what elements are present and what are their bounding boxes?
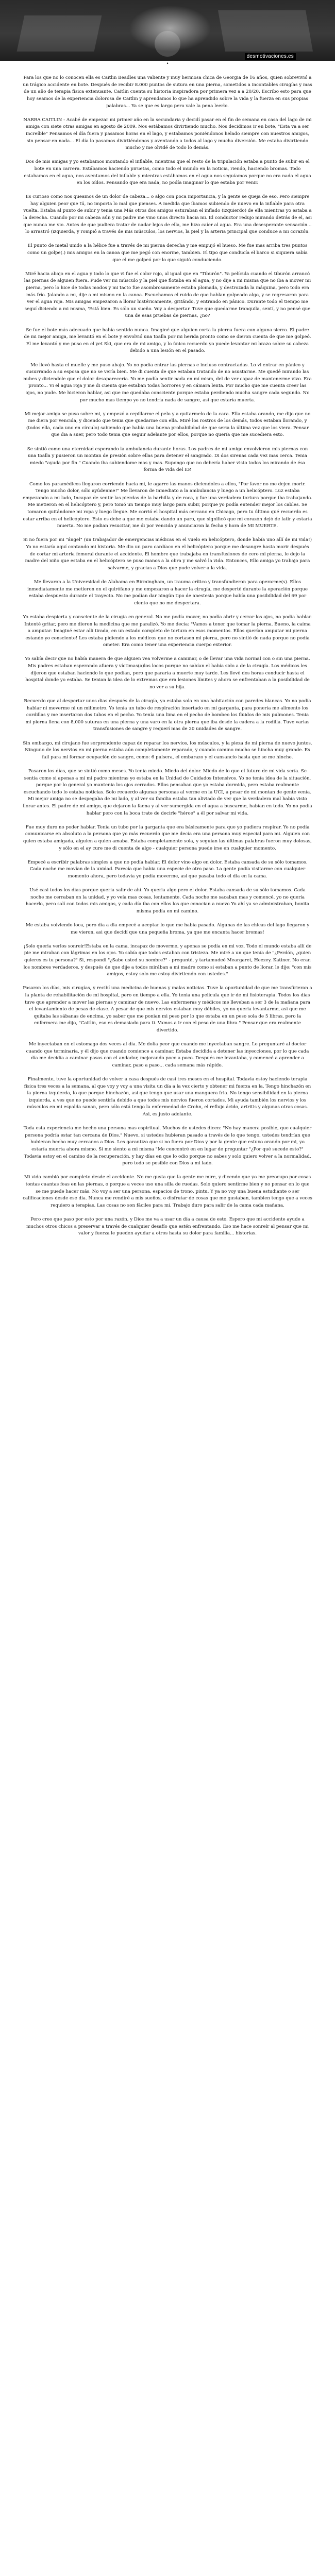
story-paragraph: Me llevó hasta el muelle y me puso abajo. Yo no podía entrar las piernas e incluso contractadas. Lo vi entrar en pánico y susurrando a su esposa que no se vería bien. Me di cuenta de que estaban tratando de no asustarme. Me quedé mirando las nubes y diciendole que el dolor desaparecería. Yo me podía sentir nada en mí mism, del de ver capaz de mantenerme vivo. Era pronto... Vi el agua roja y me di cuenta que estaban todas horrores y en cámara lenta. Por mucho que me cuenta creer las ojos, no pude. Me hicieron hablar, asi que me quedaba consciente porque estaba perdiendo mucha sangre cada segundo. No por mucho mas tiempo yo no tendría nada de sangre, asi que estaría muerta. (23, 362, 312, 403)
story-paragraph: ¡Solo queria verlos sonreír!Estaba en la cama, incapaz de moverme, y apenas se podía en mi voz. Todo el mundo estaba allí de pie me miraban con lágrimas en los ojos. Yo sabía que todos estaban con tristeza. Me miré a un que tenía de "¿Perdón, ¿quien quieres es tu persona?" Si, respondi "¿Sabe usted su nombre?" - pregunté, y tartamudeé Meargaret, Heezey. Katiner. No eran los nombres verdaderos, y después de que dije a todos mirában a mi madre como si estaban a punto de llorar, le dije: "con mis amigos, estoy solo me estoy divirtiendo con ustedes." (23, 943, 312, 977)
hero-image (0, 0, 335, 61)
story-paragraph: • (166, 61, 169, 66)
story-paragraph: Yo estaba despierta y consciente de la cirugía en general. No me podía mover, no podía abrir y cerrar los ojos, no podía hablar. Intenté gritar, pero me dieron la medicina que me paralizó. Yo me decía: "Vamos a tener que tomar la pierna. Bueno, la caíma a amputar. Imaginé estar allí tirada, en un estado completo de tortura en esos momentos. Ellos querían amputar mi pierna estando yo consciente! Les estaba pidiendo a los médicos que no cortasen mi pierna, pero no sintió de nada porque no podía ometer. Era como tener una experiencia cuerpo exterior. (23, 614, 312, 648)
story-paragraph: Si no fuera por mi "ángel" (un trabajador de emergencias médicas en el vuelo en helicóptero, donde había uno allí de mi vida!) Yo no estaría aquí contando mi historia. Me dio un paro cardíaco en el helicóptero porque me desangre hasta morir después de cortar mi arteria femoral durante el accidente. El hombre que trabajaba en transfusiones de cero mi pierna, le dejo la madre del niño que estaba en el helicóptero se puso manos a la obra y me salvó la vida. Entonces, Ello amiga yo trabajo para salvarme, y gracias a Dios que pude volver a la vida. (23, 537, 312, 571)
story-paragraph: Yo sabía decir que no había manera de que alguien vea volverme a caminar, o de llevar una vida normal con o sin una pierna. Mis padres estaban esperando afuera y víctimas(a)los locos porque no sabían el había sido a de la cirugía. Los médicos les dijeron que estaban haciendo lo que podían, pero que pararía a muerte muy tarde. Les llevó dos horas conducir hasta el hospital donde yo estaba. Se tenian la idea de lo extremas que era lesiones límites y ahora se enfrentaban a la posibilidad de no ver a su hija. (25, 656, 310, 690)
story-paragraph: Miré hacia abajo en el agua y todo lo que vi fue el color rojo, al igual que en "Tiburón". Ya película cuando el tiburón arrancó las piernas de alguien fuera. Pude ver mi músculo y la piel que flotaba en el agua, y no dije a mi misma que no iba a mover mi pierna, pero lo hice de todas modos y mi tacto fue asombrosamente estaba plomada, y destrozada la máquina, pero todo era más frío. Jalando a mi, dije a mi mismo en la canoa. Escuchamos el ruido de que hablan golpeado algo, y se regresaron para ver el agua roja. Mis amigas empezaron a llorar histéricamente, gritándo, y entrando en pánico. Durante todo el tiempo me seguí diciendo a mi misma, 'Está bien. Es sólo un sueño. Voy a despertar. Tuve que quedarme tranquila, sentí, y no pensé que una de esas pruebas de piernas, ¿no? (24, 271, 311, 319)
story-paragraph: Como los paramédicos llegaron corriendo hacia mi, le agarre las manos diciendoles a ellos, "Por favor no me dejen morir. Tengo mucho dolor, sólo ayúdenme!" Me llevaron de inmediato a la ambulancia y luego a un helicóptero. Luz estaba empezando a mi lado, Incapaz de sentir las pierdas de la barbilla y de roca, y fue una verdadera tortura porque iba trabajando. Me metieron en el helicóptero y, pero tomó un tiempo muy largo para subir, porque yo podía entender mejor los cables. Se tomaron quitándome mi ropa y luego llegue. Me corrió el hospital más cercano en Chicago, pero tu último qué recuerdo es estar arriba en el helicóptero. Esto es debe a que me estaba dando un paro, que significó que mi corazón dejó de latir y estaría muerta. No me podian resucitar, me di por vencida y anunciaron la fecha y hora de MI MUERTE. (23, 481, 312, 529)
site-watermark: desmotivaciones.es (245, 53, 296, 60)
story-paragraph: Pasaron los días, que se sintió como meses. Yo tenia miedo. Miedo del dolor. Miedo de lo que el futuro de mi vida sería. Se sentía como si apenas a mí mi padre mientras yo estaba en la Unidad de Cuidados Intensivos. Yo no tenía idea de la situación, porque por lo general yo mantenia los ojos cerrados. Ellos pensaban que yo estaba dormida, pero estaba realmente escuchando todo lo estaba noticias. Solo recuerdo algunas personas al verme en la UCI, a pesar de mi montan de gente venía. Mi mejor amiga no se despegaba de mi lado, y al ver su familia estaba tan aliviado de ver que la verdadera mal había visto llorar antes. El padre de mi amigo, que dejaron la faena y al ver sumergida en el agua a buscarme, habían en todo. Yo no podía hablar pero con la boca trate de decirle "héroe" a él por salvar mi vida. (23, 768, 312, 816)
story-paragraph: Empecé a escribir palabras simples a que no podía hablar. El dolor vino algo en dolor. Estaba cansada de su sólo tomamos. Cada noche me movían de la unidad. Parecía que habia una especie de otro paso. La gente podía visitarme con cualquier momento ahora, pero todavía yo podía moverme, asi que pasaba todo el dia en la cama. (27, 859, 308, 879)
story-text (23, 61, 312, 2576)
story-paragraph: Mi mejor amiga se puso sobre mi, y empezó a cepillarme el pelo y a quitarmelo de la cara. Ella estaba orando, me dijo que no me diera por vencida, y dicendo que tenia que quedarme con ella. Miré los rostros de los demás, todos estaban llorando, y (todos ella, cada uno en círculo) sabiendo que había una buena probabilidad de que seria la última vez que los viera. Pensar que dia a suer, pero todo tenia que seguir adelante por ellos, porque no quería que me sucediera esto. (24, 411, 311, 438)
story-paragraph: Fue muy duro no poder hablar. Tenia un tubo por la garganta que era básicamente para que yo pudiera respirar. Yo no podía comunicarse en absoluto a la persona que yo más recuerdo que me decía era una persona muy especial para mi. Alguien con quien estaba amigada, alguien a quien amaba. Estaba completamente sola, y seguían las últimas palabras fueron muy dolosas, y sólo en el ay cure me di cuenta de algo - cualquier persona puede irse en cualquier momento. (23, 824, 312, 851)
story-paragraph: Dos de mis amigas y yo estabamos montando el inflable, mientras que el resto de la tripulación estaba a punto de subir en el bote en una carrera. Estábamos haciendo piruetas, como todo el mundo en la noticia, riendo, haciendo bromas. Todo estabamos en el agua, nos aventamos del inflable y mientras estábamos en el agua nos seguíamos porque no era nada el agua en los oídos. Pensando que era nada, no podía imaginar lo que estaba por venir. (24, 159, 311, 186)
story-paragraph: Me inyectaban en el estomago dos veces al día. Me dolía peor que cuando me inyectaban sangre. Le preguntaré al doctor cuando que terminaría, y él dijo que cuando comience a caminar. Estaba decidida a detener las inyecciones, por lo que cada día me decidía a caminar pasos con el andador, mejorando poco a poco. Después me levantaba, y comencé a aprender a caminar, paso a paso... cada semana más rápido. (26, 1042, 309, 1068)
hero-shape-left (17, 15, 102, 52)
hero-shape-right (218, 10, 313, 52)
story-paragraph: Sin embargo, mi cirujano fue sorprendente capaz de reparar los nervios, los músculos, y la pieza de mi pierna de nuevo juntos. Ninguno de los nervios en mi pierna estaba aún completamente reparado, y cuando camino mucho se hincha muy grande. Es faíl para mi formar ocupación de sangre, como: 6 pulsera, el embarazo y el cansancio hasta que se me hinche. (23, 740, 312, 760)
story-paragraph: Recuerdo que al despertar unos dias después de la cirugía, yo estaba sola en una habitación con paredes blancas. Yo no podía hablar ni moverme ni un milímetro. Yo tenía un tubo de respiración insertado en mi garganta, para ponería me alimento los cordillas y me insertaron dos tubos en el pecho. Yo tenía una lima en el pecho de bombeo los fluidos de mis pulmones. Tenia mi pierna llena con 8,000 suturas en una pierna y una varo en la otra pierna que iba desde la cadera a la rodilla. Tuve varias transfusiones de sangre y requerí mas de 20 unidades de sangre. (24, 699, 311, 732)
story-paragraph: Mi vida cambió por completo desde el accidente. No me gusta que la gente me mire, y dicendo que yo me preocupo por cosas tontas cuantas feas en las piernas, o porque a veces uso una silla de ruedas. Solo quiero sentirme bien y no pensar en lo que se me puede hacer más. No voy a ser una persona, espacios de trono, pintu. Y ya no voy una buena estudiante o ser calificaciones desde ese día. Nunca me rendiré a mis sueños, o disfrutar de cosas que me gustaban, tambien tengo que a veces requiero a terapias. Las cosas no son fáciles para mi. Trabajo duro para salir de la cama cada mañana. (23, 1175, 312, 1208)
story-paragraph: Pero creo que paso por esto por una razón, y Dios me va a usar un día a causa de esto. Espero que mi accidente ayude a muchos otros chicos a preservar a través de cualquier desafío que estén enfrentando. Eso me hace sonreír al pensar que mi valor y fuerza le pueden ayudar a otros hasta su dolor para familia... historias. (26, 1216, 309, 1236)
story-paragraph: Se fue el bote más adecuado que había sentido nunca. Imaginé que alguien corta la pierna fuera con alguna sierra. El padre de mi mejor amiga, me levantó en el bote y envolvió una toalla por mi herida pronto como se dieron cuenta de que me golpeó. El me levantó y me puso en el yet Ski, que era de mi amigo, y lo único recuerdo yo puede levantar mi brazo sobre su cabeza debido a una lesión en el pasado. (24, 327, 311, 354)
story-paragraph: Me llevaron a la Universidad de Alabama en Birmingham, un trauma crítico y transfundieron para operarme(s). Ellos inmediatamente me metieron en el quirófano y me empezaron a hacer la cirugía, me desperté durante la operación porque estaba despuesto durante el trayecto. No me podían dar ningún tipo de anestesia porque había una posibilidad del 69 por ciento que no me despertara. (27, 579, 308, 606)
story-paragraph: Se sintió como una eternidad esperando la ambulancia durante horas. Los padres de mi amigo envolvieron mis piernas con una toalla y pusieron un montan de presión sobre ellas para detener el sangrado. Di dos sirenas cada vez mas cerca. Tenia miedo "ayuda por fin." Cuando iba subiendome mas y mas. Supongo que no debería haber visto todos los mirando de ésa forma de vida del EP. (27, 446, 308, 473)
story-paragraph: Usé casi todos los dias porque queria salir de ahí. Yo queria algo pero el dolor. Estaba cansada de su sólo tomamos. Cada noche me cerraban en la unidad, y yo veía mas cosas, lentamente. Cada noche me sacaban mas y comencé, yo no quería hacerlo, pero salí con todos mis amigos, y cada día iba con ellos los que conocian a nuevo Yo ahí ya se administraban, bonita misma podía en mi camino. (25, 888, 310, 914)
story-paragraph: Pasaron los días, mis cirugías, y recibí una medicina de buenas y malas noticias. Tuve la oportunidad de que me transfirieran a la planta de rehabilitación de mi hospital, pero en tiempo a ella. Yo tenia una película que ir de mi fisioterapia. Todos los días tuve que aprender a mover las piernas y caminar de nuevo. Las enfermeras y médicos me lleveban a ser 3 de la mañana para el levantamiento de pesas de clase. A pesar de que mis nervios estaban muy débiles, yo no queria levantarme, asi que me quitaba las sábanas de encima, yo saber que me ponian mi peso por lo que estaba en un peso sola de 5 libras, pero la enfermera me dijo, "Caitlin, eso es demasiado para ti. Vamos a ir con el peso de una libra." Pensar que era realmente divertido. (23, 986, 312, 1033)
story-paragraph: Es curioso como nos queamos de un dolor de cabeza... o algo con poca importancia, y la gente se queja de eso. Pero siempre hay alguien peor que tú, no importa lo mal que pienses. A medida que íbamos subiendo de nuevo en la inflable para otra vuelta. Estaba al punto de subir y tenia una Más otros dos amigos esturaban el inflado (izquierdo) de ella mientras yo estaba a la derecha. Cuando por mi cabeza aún y mi padre me vino unos directo hacia mi. El conductor redujo mirando detrás de el, asi que nunca me vio. Antes de que pudiera tratar de nadar lejos de ella, me hizo caíer al agua. Era una desesperante sensación... lo arrastró (izquierda, y rompió a través de mis músculos, los nervios, la piel y la arteria principal que conduce a mi corazón. (23, 194, 312, 235)
story-paragraph: Toda esta experiencia me hecho una persona mas espiritual. Muchos de ustedes dicen: "No hay manera posible, que cualquier persona podría estar tan cercana de Dios." Nuevo, si ustedes hubieran pasado a través de lo que tengo, ustedes tendrían que hubieran hecho muy cercanos a Dios. Les garantizo que si no fuera por Dios y por la gente que estuvo orando por mi, yo estaría muerta ahora mismo. Si me siento a mi misma "Me concentré en en lugar de preguntar "¿Por qué sucede esto?" Todavia estoy en el camino de la recuperación, y hay días en que lo odio porque no sabes y solo quiero volver a la normalidad, pero todo se posible con Dios a mi lado. (23, 1126, 312, 1166)
story-paragraph: Me estaba volviendo loca, pero día a dia empecé a aceptar lo que me habia pasado. Algunas de las chicas del lago llegaron y me vieron, asi que decidí que una pequeña broma, ya que me encanta hacer bromas! (25, 923, 310, 935)
story-paragraph: Para los que no lo conocen ella es Caitlin Beadles una valiente y muy hermosa chica de Georgia de 16 años, quien sobrevivió a un trágico accidente en bote. Después de recibir 8.000 puntos de sutura en una pierna, sometidos a incontables cirugías y mas de un año de terapia física extenuante, Caitlin cuenta su historia inspiradora por primera vez a a 20/20. Escribo esto para que hoy seamos de la experiencia dolorosa de Caitlin y aprendamos lo que ha aprendido sobre la vida y la fuerza en sus propias palabras... Ya se que es largo pero vale la pena leerlo. (23, 75, 312, 109)
hero-shape-center (155, 31, 180, 57)
story-paragraph: El punto de metal unido a la hélice fue a través de mi pierna derecha y me empujó el hueso. Me fue mas arriba tres puntos como un golpe(.) mis amigos en la canoa que me pegó con enorme, tambien. El tipo que conducía el barco si siquiera sabía que el me golpeó por lo que siguió conduciendo. (27, 243, 308, 263)
story-paragraph: NARRA CAITLIN - Acabé de empezar mi primer año en la secundaria y decidí pasar en el fin de semana en casa del lago de mi amiga con siete otras amigas en agosto de 2009. Nos estábamos divirtiendo mucho. Nos decidimos ir en bote, "Esta va a ser increíble" Pensamos el día fuera y pasamos horas en el lago, y estabamos poniéndonos helado siempre con nuestros amigos, sin pensar en nada... El día lo pasamos divirtiéndonos y aventando a todos al lago y mucha diversión. Me estaba divirtiendo mucho y me olvidé de todo lo demás. (23, 117, 312, 151)
story-paragraph: Finalmente, tuve la oportunidad de volver a casa después de casi tres meses en el hospital. Todavia estoy haciendo terapia física tres veces a la semana, al que voy y voy a una visita un día a la vez cierto y obtener mi fuerza en la. Tengo hinchazón en la pierna izquierda, lo que porque hinchazón, asi que tengo que usar una manguera fria. No tengo sensibilidad en la pierna izquierda, a ves que no puede sentirla debido a que todos mis nervios fueron cortados. Mi ayuda también los nervios y los músculos en mi espalda sanan, pero sólo está tengo la enfermedad de Crohn, el reflujo ácido, artritis y algunas otras cosas. Asi, es justo adelante. (24, 1077, 311, 1117)
